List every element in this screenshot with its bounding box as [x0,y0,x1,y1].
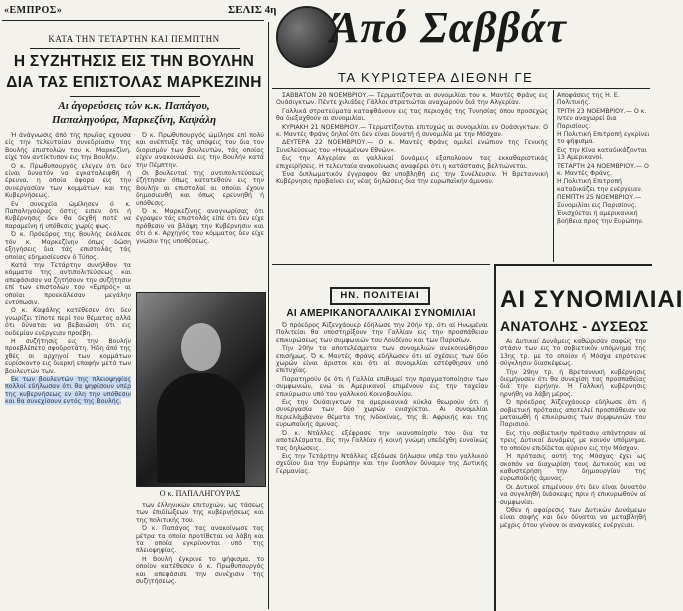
polity-paragraph: Εις την Ουάσιγκτων τα αμερικανικά κύκλα θεωρούν ότι ή συνεργασία των δύο χωρών ενισχύεται. Αι συνομιλίαι περιελάμβανον θέματα της Ινδοκίνας, της Β. Αφρικής και της ευρωπαϊκής άμυνας. [276,399,488,429]
world-chronicle-text [276,92,548,260]
world-side-item: Η Πολιτική Επιτροπή καταδικάζει την ενέργειαν. [557,178,643,193]
globe-icon [276,6,338,68]
headline-rule [70,96,200,97]
synomiliai-paragraph: Αι Δυτικαί Δυνάμεις καθώρισαν σαφώς την στάσιν των εις το σοβιετικόν υπόμνημα της 13ης τρ. με το οποίον ή Μόσχα επρότεινε σύγκλησιν διασκέψεως. [500,338,646,368]
article-paragraph: Η Βουλή έγκρινε το ψήφισμα, το οποίον κατέθεσεν ό κ. Πρωθυπουργός και απεφάσισε την συνέχισιν της συζητήσεως. [136,555,264,586]
article-paragraph: των έλληνικών επιτυχιών, ως τάσεως των έπιδίωξεων της κυβερνήσεως και της πολιτικής του. [136,502,264,524]
article-paragraph: Ό κ. Παπάγος τας ανακοίνωσε τας μέτρα τα οποία προτίθεται να λάβη και τα οποία εγκρίνονται υπό της πλειοψηφίας. [136,525,264,555]
world-right-column [557,92,650,260]
polity-paragraph: Ό πρόεδρος Άϊζενχάουερ έδήλωσε την 20ήν τρ. ότι αί Ηνωμέναι Πολιτείαι θα υποστηρίξουν την Γαλλίαν εις την προσπάθειαν επικυρώσεως των συμφωνιών του Λονδίνου και των Παρισίων. [276,322,488,344]
page-number: ΣΕΛΙΣ 4η [228,4,277,16]
article-paragraph: Κατά την Τετάρτην συνήλθον τα κόμματα της αντιπολιτεύσεως και απεφάσισαν να ζητήσουν την συζήτησιν επί των επιστολών του «Εμπρός» αι οποίαι προεκάλεσαν μεγάλην εντύπωσιν. [5,261,131,306]
world-side-item: Ένισχύεται ή αμερικανική βοήθεια προς την Ευρώπην. [557,210,644,225]
synomiliai-paragraph: Την 29ην τρ. ή Βρεταννική κυβέρνησις διεμήνυσεν ότι θα συνεχίση τας προσπαθείας διά την ειρήνην. Ή Γαλλική κυβέρνησις ηρνήθη να λάβη μέρος. [500,368,646,398]
article-paragraph: Ο κ. Καψάλης κατέθεσεν ότι δεν γνωρίζει τίποτε περί του θέματος αλλά ότι δύναται να βεβαιώση ότι εις ουδεμίαν ενέργειαν προέβη. [5,307,131,337]
photo-body [157,373,245,483]
synomiliai-paragraph: Ό πρόεδρος Άϊζενχάουερ εδήλωσε ότι ή σοβιετική πρότασις αποτελεί προσπάθειαν να ματαιωθή ή επικύρωσις των συμφωνιών του Παρισιού. [500,399,646,429]
headline-line-1: Η ΣΥΖΗΤΗΣΙΣ ΕΙΣ ΤΗΝ ΒΟΥΛΗΝ [13,53,255,70]
article-column-2-top [136,132,264,288]
subheadline-line-2: Παπαληγούρα, Μαρκεζίνη, Καψάλη [51,114,216,126]
world-paragraph: ΚΥΡΙΑΚΗ 21 ΝΟΕΜΒΡΙΟΥ.— Τερματίζονται επιτυχώς αι συνομιλίαι εν Ουάσιγκτων. Ο κ. Μαντές Φράνς δηλοί ότι δεν είναι δυνατή ή συνομιλία με την Μόσχαν. [276,123,548,139]
polity-paragraph: Εις την Τετάρτην Ντάλλες εξέδωσε δήλωσιν υπέρ του γαλλικού σχεδίου δια την Ευρώπην και την ένοπλον δύναμιν της Δυτικής Γερμανίας. [276,452,488,475]
article-column-2-bottom [136,502,264,606]
synomiliai-headline-1: ΑΙ ΣΥΝΟΜΙΛΙΑΙ [500,286,683,313]
world-side-item: ΤΡΙΤΗ 23 ΝΟΕΜΒΡΙΟΥ.— Ο κ. Ιντεν αναχωρεί δια Παρισίους. [557,107,647,130]
polity-top-rule [272,264,490,265]
kicker-rule [30,48,240,49]
article-paragraph: Εν συνεχεία ώμίλησεν ό κ. Παπαληγούρας όστις ειπεν ότι ή Κυβέρνησις δεν θα δεχθή ποτέ να παραμείνη ή υπόθεσις χωρίς φως. [5,200,131,230]
portrait-photo [136,292,266,487]
world-side-item: ΤΕΤΑΡΤΗ 24 ΝΟΕΜΒΡΙΟΥ.— Ο κ. Μαντές Φράνς. [557,162,649,178]
article-paragraph: Ο κ. Πρωθυπουργός ελεγεν ότι δεν είναι δυνατόν να εγκαταλειφθή ή έρευνα, η οποία άφορα εις την συνεργασίαν των κομμάτων και της Κυβερνήσεως. [5,162,131,200]
polity-text [276,322,488,606]
world-header-rule [272,88,650,89]
photo-face [181,323,221,371]
article-paragraph: Ό κ. Μαρκεζίνης αναγνωρίσας ότι έγραψεν τάς επιστολάς είπε ότι δεν είχε πρόθεσιν να βλάψη την Κυβέρνησιν και ότι ό κ. Αρχηγός του κόμματος δεν είχε γνώσιν της υποθέσεως. [136,208,264,245]
synomiliai-headline-2: ΑΝΑΤΟΛΗΣ - ΔΥΣΕΩΣ [500,318,649,334]
world-side-item: Αποφάσεις της Η. Ε. Πολιτικής. [557,92,620,107]
article-paragraph: Ή άνάγνωσις άπό της πρωϊας εχουσα είς την τελευταίαν συνεδρίασιν της Βουλής επιστολών του κ. Μαρκεζίνη, είχε τον αντίκτυπον εις την Βουλήν. [5,132,131,162]
polity-paragraph: Την 20ήν τα αποτελέσματα των συνομιλιών ανεκοινώθησαν επισήμως. Ό κ. Μαντές Φράνς εδήλωσεν ότι αί σχέσεις των δύο χωρών είναι άριστοι και ότι αί συνομιλίαι εστέφθησαν υπό επιτυχίας. [276,345,488,375]
world-side-item: ΠΕΜΠΤΗ 25 ΝΟΕΜΒΡΙΟΥ.— Συνομιλίαι εις Παρισίους. [557,194,642,209]
photo-caption: Ο κ. ΠΑΠΑΛΗΓΟΥΡΑΣ [159,489,241,498]
column-divider [268,22,269,609]
polity-paragraph: Παρατηρούν δε ότι ή Γαλλία επιθυμεί την πραγματοποίησιν των συμφωνιών, ενώ οι Αμερικανοί επιμένουν εις την ταχείαν επικύρωσιν υπό του γαλλικού Κοινοβουλίου. [276,375,488,398]
article-paragraph: Η συζήτησις εις την Βουλήν προεβλέπετο σφοδροτάτη. Ήδη άπό της χθές οι αρχηγοί των κομμάτων ευρίσκοντο εις διαρκή επαφήν μετά των βουλευτών των. [5,337,131,375]
synomiliai-paragraph: Οι Δυτικοί επιμένουν ότι δεν είναι δυνατόν να συγκληθή διάσκεψις πριν ή επικυρωθούν αί συμφωνίαι. [500,483,646,506]
article-paragraph: Οι βουλευταί της αντιπολιτεύσεως έζήτησαν όπως κατατεθούν εις την Βουλήν αι επιστολαί αι οποίαι έχουν δημοσιευθή και όπως ερευνηθή ή υπόθεσις. [136,170,264,207]
article-paragraph: Ό κ. Πρόεδρος της Βουλής έκάλεσε τόν κ. Μαρκεζίνην όπως δώση εξηγήσεις δια τάς επιστολάς τάς οποίας εδημοσίευσεν ό Τύπος. [5,231,131,261]
article-column-1 [5,132,131,606]
synomiliai-paragraph: Όθεν ή αφαίρεσις των Δυτικών Δυνάμεων είναι σαφής και δεν δύναται να μεταβληθή μέχρις ότου γίνουν οι αναγκαίες ενέργειαι. [500,506,646,529]
world-section-subtitle: ΤΑ ΚΥΡΙΩΤΕΡΑ ΔΙΕΘΝΗ ΓΕ [338,70,534,85]
world-paragraph: ΔΕΥΤΕΡΑ 22 ΝΟΕΜΒΡΙΟΥ.— Ο κ. Μαντές Φράνς ομιλεί ενώπιον της Γενικής Συνελεύσεως του «Ηνωμένων Εθνών». [276,139,548,154]
masthead-rule [2,20,264,21]
world-side-item: Η Πολιτική Επιτροπή εγκρίνει το ψήφισμα. [557,131,650,146]
polity-section-title: ΗΝ. ΠΟΛΙΤΕΙΑΙ [330,287,430,305]
polity-headline: ΑΙ ΑΜΕΡΙΚΑΝΟΓΑΛΛΙΚΑΙ ΣΥΝΟΜΙΛΙΑΙ [286,308,476,319]
headline-line-2: ΔΙΑ ΤΑΣ ΕΠΙΣΤΟΛΑΣ ΜΑΡΚΕΖΙΝΗ [6,74,262,91]
article-paragraph: Ό κ. Πρωθυπουργός ώμίλησε επί πολύ και ανέπτυξε τάς απόψεις του δια τον διορισμόν των βουλευτών, τάς οποίας είχεν ανακοινώσει εις την Βουλήν κατά την Πέμπτην. [136,132,264,169]
article-kicker: ΚΑΤΑ ΤΗΝ ΤΕΤΑΡΤΗΝ ΚΑΙ ΠΕΜΠΤΗΝ [48,34,220,44]
world-inner-divider [553,90,554,262]
world-paragraph: Εις την Αλγερίαν αι γαλλικαί δυνάμεις εξαπολύουν τας εκκαθαριστικάς επιχειρήσεις. Η τελευταία ανακοίνωσις αναφέρει ότι η κατάστασις βελτιώνεται. [276,155,548,170]
synomiliai-paragraph: Ή πρότασις αυτή της Μόσχας έχει ως σκοπόν να διαχωρίση τους Δυτικούς και να καθυστερήση την δημιουργίαν της ευρωπαϊκής άμυνας. [500,453,646,483]
world-side-item: Εις την Κίνα καταδικάζονται 13 Αμερικανοί. [557,146,647,162]
world-paragraph: ΣΑΒΒΑΤΟΝ 20 ΝΟΕΜΒΡΙΟΥ.— Τερματίζονται αι συνομιλίαι του κ. Μαντές Φράνς εις Ουάσιγκτων. Πέντε χιλιάδες Γάλλοι στρατιώται αναχωρούν διά την Αλγερίαν. [276,92,548,107]
world-section-title: Άπό Σαββάτ [330,3,567,52]
synomiliai-text [500,338,646,606]
paper-name: «ΕΜΠΡΟΣ» [4,5,63,16]
subheadline-line-1: Αι άγορεύσεις τών κ.κ. Παπάγου, [58,100,210,112]
world-paragraph: Γαλλικά στρατεύματα καταφθάνουν εις τας περιοχάς της Τυνησίας όπου προσεχώς θα διεξαχθούν αι συνομιλίαι. [276,107,548,123]
highlighted-text: Εκ των βουλευτών της πλειοψηφίας πολλοί εδήλωσαν ότι θα ψηφίσουν υπέρ της κυβερνήσεως εν όλη την υπόθεσιν και θα συνεχίσουν εντός της Βουλής. [5,376,131,406]
article-paragraph [5,376,131,406]
synomiliai-paragraph: Εις την σοβιετικήν πρότασιν απάντησαν αί τρεις Δυτικαί Δυνάμεις με κοινόν υπόμνημα, το οποίον επιδίδεται αύριον εις την Μόσχαν. [500,429,646,452]
world-paragraph: Ένα διπλωματικόν έγγραφον θα υποβληθή εις την Συνέλευσιν. Ή Βρεταννική Κυβέρνησις προβαίνει εις νέας δηλώσεις δια την ευρωπαϊκήν άμυναν. [276,171,548,186]
polity-paragraph: Ό κ. Ντάλλες εξέφρασε την ικανοποίησίν του δια τα αποτελέσματα. Εις την Γαλλίαν ή κοινή γνώμη υπεδέχθη ευνοϊκώς τας δηλώσεις. [276,429,488,452]
